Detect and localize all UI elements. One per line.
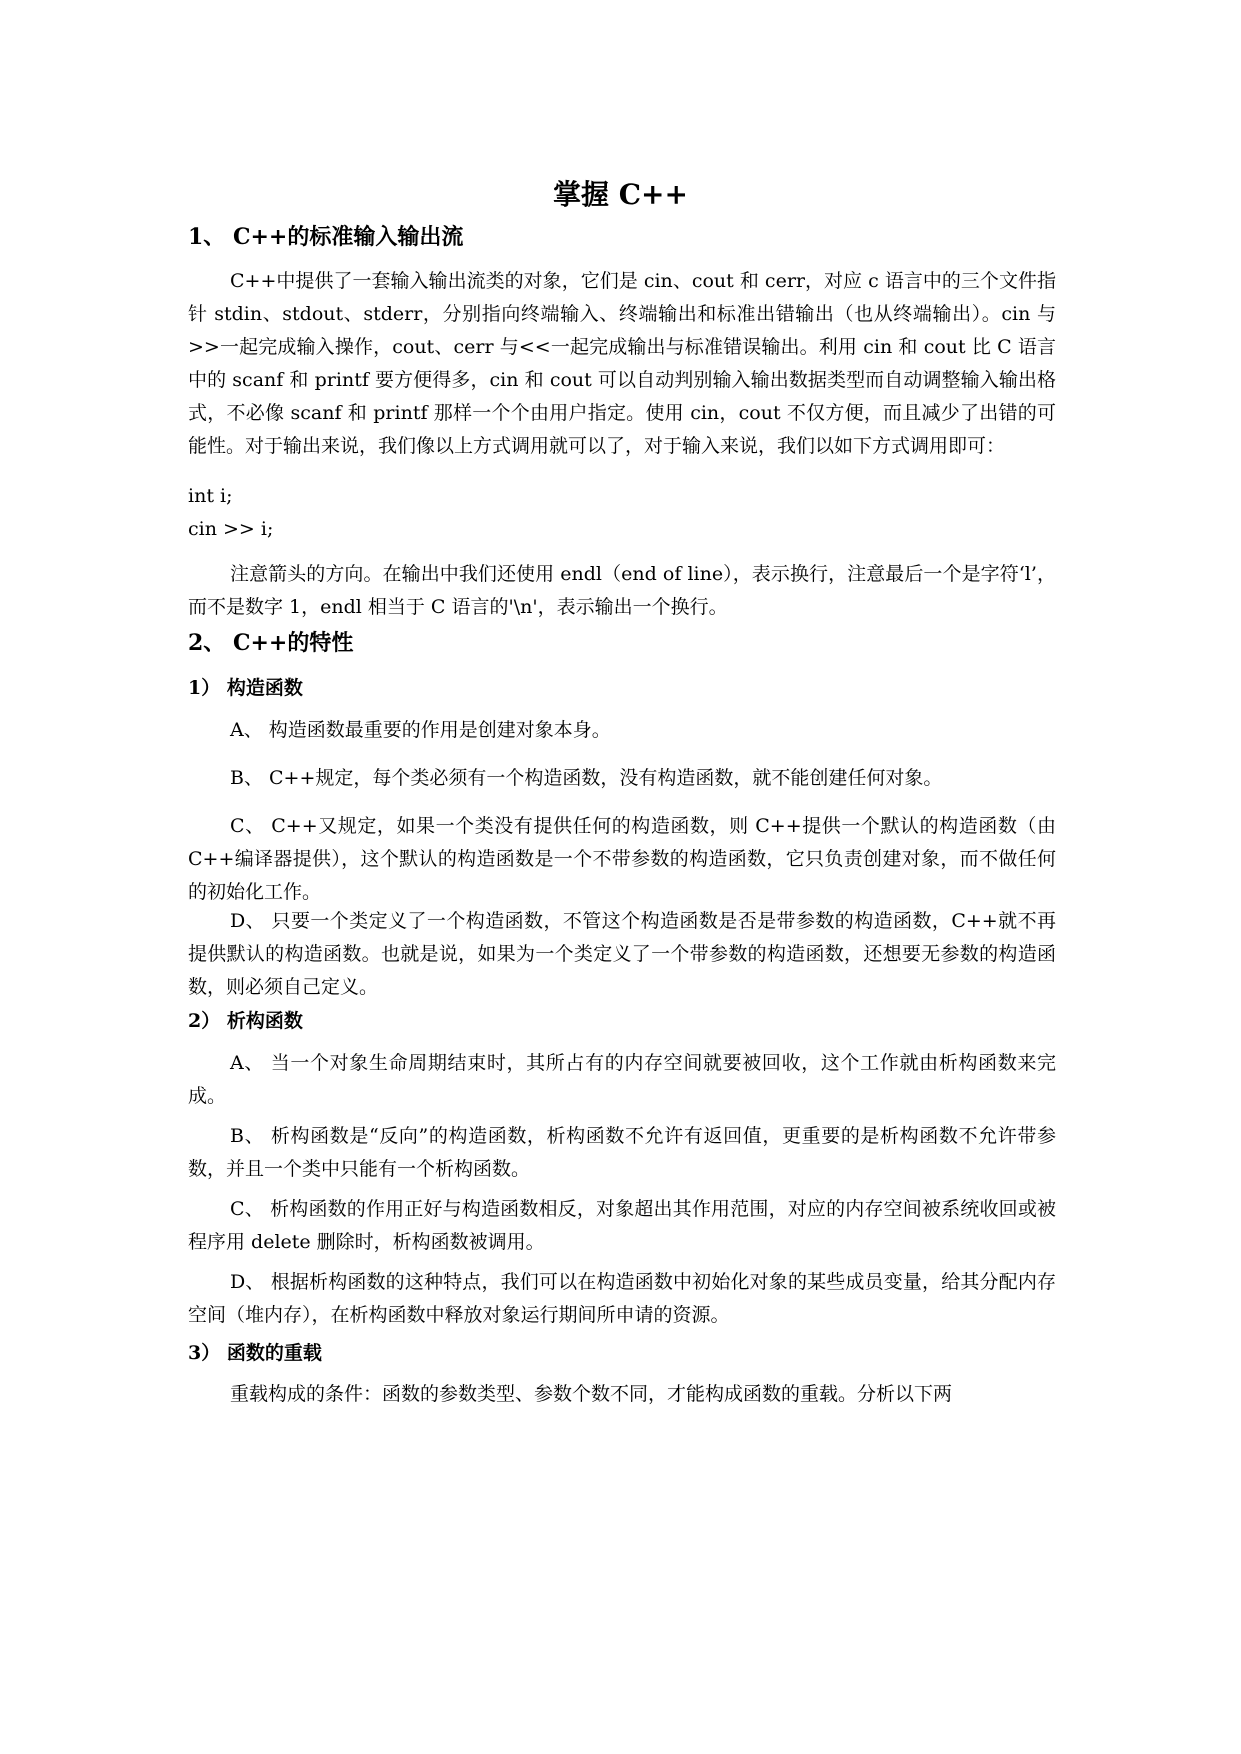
subsection-destructor-heading: 2） 析构函数	[188, 1010, 303, 1032]
section-1-paragraph-2: 注意箭头的方向。在输出中我们还使用 endl（end of line），表示换行，注意最后一个是字符‘l’，而不是数字 1，endl 相当于 C 语言的'\n'，表示输出一个换行。	[188, 563, 1056, 618]
destructor-item-a: A、 当一个对象生命周期结束时，其所占有的内存空间就要被回收，这个工作就由析构函数来完成。	[188, 1052, 1056, 1107]
overload-paragraph: 重载构成的条件：函数的参数类型、参数个数不同，才能构成函数的重载。分析以下两	[230, 1383, 953, 1405]
destructor-item-b: B、 析构函数是“反向”的构造函数，析构函数不允许有返回值，更重要的是析构函数不允许带参数，并且一个类中只能有一个析构函数。	[188, 1125, 1056, 1180]
constructor-item-c: C、 C++又规定，如果一个类没有提供任何的构造函数，则 C++提供一个默认的构造函数（由 C++编译器提供），这个默认的构造函数是一个不带参数的构造函数，它只负责创建对象，而不做任何的初始化工作。	[188, 815, 1056, 903]
code-line-2: cin >> i;	[188, 518, 274, 540]
subsection-overload-heading: 3） 函数的重载	[188, 1342, 322, 1364]
subsection-constructor-heading: 1） 构造函数	[188, 677, 303, 699]
constructor-item-a: A、 构造函数最重要的作用是创建对象本身。	[230, 719, 611, 741]
destructor-item-c: C、 析构函数的作用正好与构造函数相反，对象超出其作用范围，对应的内存空间被系统收回或被程序用 delete 删除时，析构函数被调用。	[188, 1198, 1056, 1253]
constructor-item-d: D、 只要一个类定义了一个构造函数，不管这个构造函数是否是带参数的构造函数，C++就不再提供默认的构造函数。也就是说，如果为一个类定义了一个带参数的构造函数，还想要无参数的构造函数，则必须自己定义。	[188, 910, 1056, 998]
constructor-item-b: B、 C++规定，每个类必须有一个构造函数，没有构造函数，就不能创建任何对象。	[230, 767, 943, 789]
code-line-1: int i;	[188, 485, 233, 507]
destructor-item-d: D、 根据析构函数的这种特点，我们可以在构造函数中初始化对象的某些成员变量，给其分配内存空间（堆内存），在析构函数中释放对象运行期间所申请的资源。	[188, 1271, 1056, 1326]
page-title: 掌握 C++	[553, 178, 688, 211]
section-2-heading: 2、 C++的特性	[188, 630, 354, 656]
section-1-heading: 1、 C++的标准输入输出流	[188, 224, 464, 250]
section-1-paragraph-1: C++中提供了一套输入输出流类的对象，它们是 cin、cout 和 cerr，对应 c 语言中的三个文件指针 stdin、stdout、stderr，分别指向终端输入、终端输出和标准出错输出（也从终端输出）。cin 与>>一起完成输入操作，cout、cerr 与<<一起完成输出与标准错误输出。利用 cin 和 cout 比 C 语言中的 scanf 和 printf 要方便得多，cin 和 cout 可以自动判别输入输出数据类型而自动调整输入输出格式，不必像 scanf 和 printf 那样一个个由用户指定。使用 cin，cout 不仅方便，而且减少了出错的可能性。对于输出来说，我们像以上方式调用就可以了，对于输入来说，我们以如下方式调用即可：	[188, 270, 1056, 457]
